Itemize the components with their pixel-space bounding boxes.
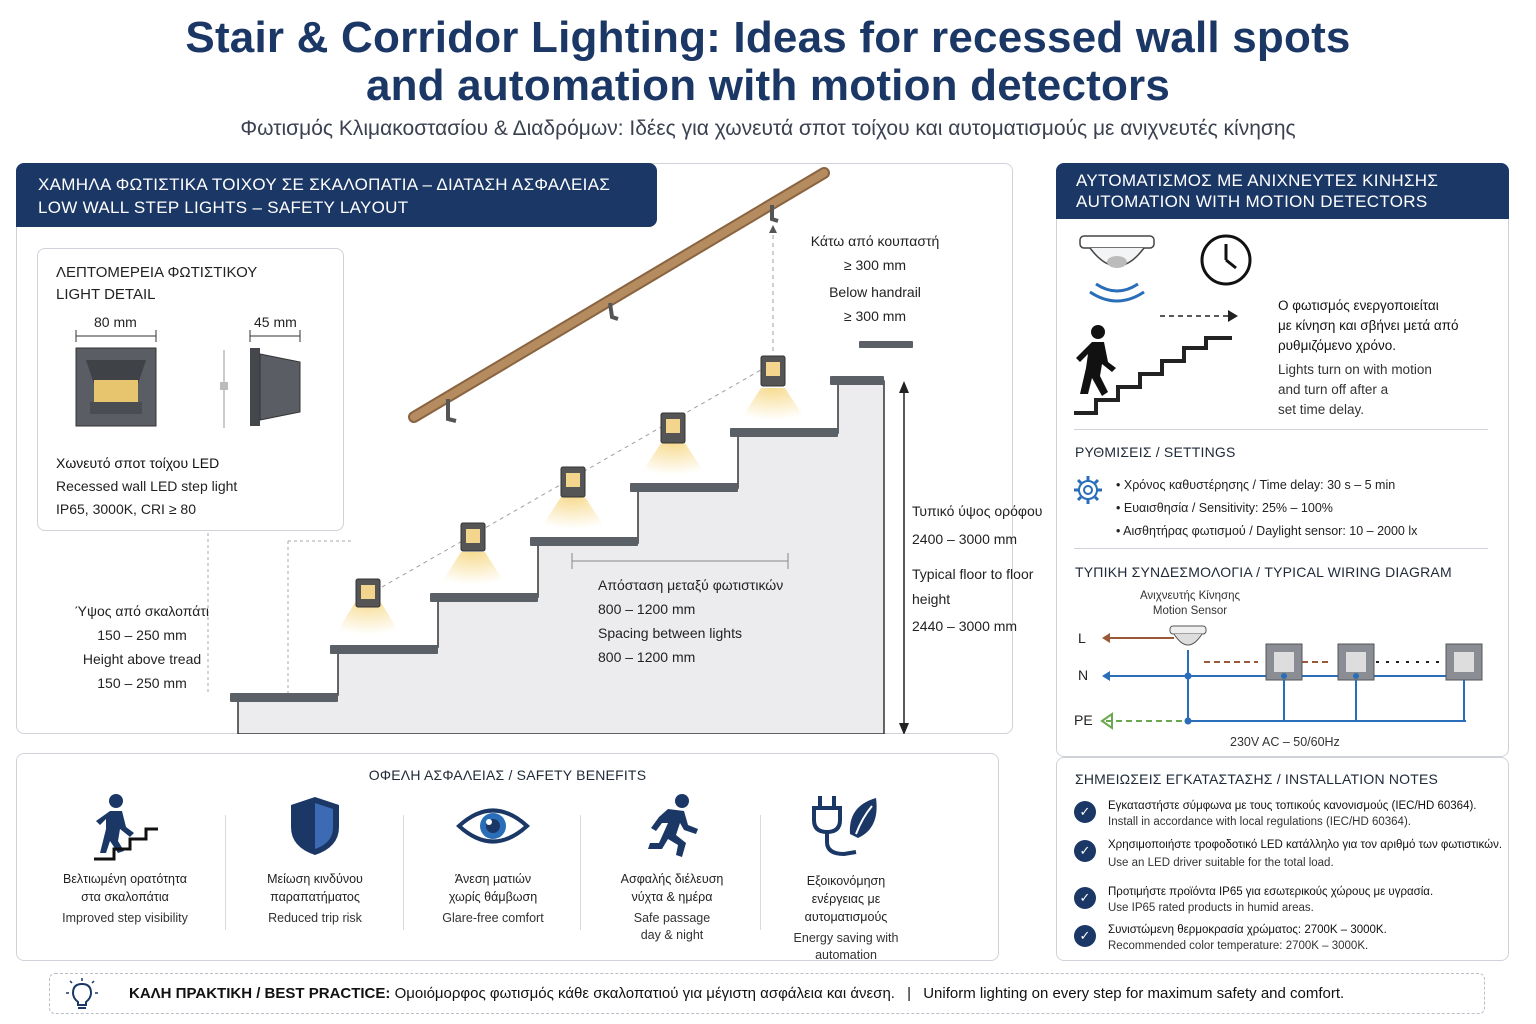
setting-gr: Ευαισθησία (1123, 501, 1189, 515)
benefit-separator (403, 815, 404, 930)
light-detail-title (56, 262, 257, 306)
settings-list (1116, 474, 1417, 543)
benefit-item (408, 790, 578, 927)
spacing-gr-value: 800 – 1200 mm (598, 601, 696, 617)
automation-description (1278, 296, 1459, 420)
benefit-en-2: day & night (640, 928, 704, 942)
clock-icon (1202, 236, 1250, 284)
height-above-tread-label (72, 599, 212, 695)
install-note (1074, 837, 1504, 871)
sensor-label-gr: Ανιχνευτής Κίνησης (1139, 590, 1241, 602)
supply-label: 230V AC – 50/60Hz (1230, 735, 1340, 749)
wiring-light-3 (1446, 644, 1482, 680)
below-handrail-en-value: ≥ 300 mm (843, 308, 907, 324)
page-title-line-1: Stair & Corridor Lighting: Ideas for recessed wall spots (185, 13, 1351, 62)
benefit-gr-2: νύχτα & ημέρα (631, 890, 713, 904)
floor-height-en-value: 2440 – 3000 mm (912, 618, 1018, 634)
benefit-item (40, 790, 210, 927)
install-notes-title: ΣΗΜΕΙΩΣΕΙΣ ΕΓΚΑΤΑΣΤΑΣΗΣ / INSTALLATION NOTES (1075, 771, 1439, 787)
benefits-title: ΟΦΕΛΗ ΑΣΦΑΛΕΙΑΣ / SAFETY BENEFITS (368, 767, 647, 783)
height-above-tread-gr: Ύψος από σκαλοπάτι (75, 603, 209, 619)
automation-desc-en-1: Lights turn on with motion (1278, 362, 1432, 377)
below-handrail-gr: Κάτω από κουπαστή (810, 233, 940, 249)
below-handrail-label (800, 229, 950, 328)
light-detail-title-en: LIGHT DETAIL (56, 286, 156, 303)
lightbulb-icon (66, 978, 98, 1010)
setting-gr: Αισθητήρας φωτισμού (1123, 524, 1246, 538)
benefit-item (760, 792, 932, 964)
install-note-gr: Χρησιμοποιήστε τροφοδοτικό LED κατάλληλο για τον αριθμό των φωτιστικών. (1108, 839, 1503, 851)
benefit-separator (580, 815, 581, 930)
height-above-tread-gr-value: 150 – 250 mm (97, 627, 187, 643)
floor-height-en-2: height (912, 591, 951, 607)
automation-heading-gr: ΑΥΤΟΜΑΤΙΣΜΟΣ ΜΕ ΑΝΙΧΝΕΥΤΕΣ ΚΙΝΗΣΗΣ (1076, 171, 1439, 190)
running-person-icon (587, 790, 757, 862)
best-practice-label: ΚΑΛΗ ΠΡΑΚΤΙΚΗ / BEST PRACTICE: (129, 985, 391, 1002)
best-practice-text (129, 985, 1344, 1002)
best-practice-en: Uniform lighting on every step for maximum safety and comfort. (923, 985, 1345, 1002)
width-dimension-label: 80 mm (94, 314, 137, 330)
install-note (1074, 884, 1504, 916)
stair-layout-heading-gr: ΧΑΜΗΛΑ ΦΩΤΙΣΤΙΚΑ ΤΟΙΧΟΥ ΣΕ ΣΚΑΛΟΠΑΤΙΑ – ΔΙΑΤΑΣΗ ΑΣΦΑΛΕΙΑΣ (38, 175, 611, 194)
automation-desc-en-2: and turn off after a (1278, 382, 1389, 397)
wiring-diagram (1090, 620, 1490, 730)
check-icon: ✓ (1074, 840, 1096, 862)
benefit-gr-1: Μείωση κινδύνου (267, 872, 363, 886)
plug-leaf-icon (760, 792, 932, 858)
setting-item: • Αισθητήρας φωτισμού / Daylight sensor: 10 – 2000 lx (1116, 524, 1418, 538)
floor-height-en-1: Typical floor to floor (912, 566, 1034, 582)
setting-en: / Time delay: 30 s – 5 min (1249, 478, 1396, 492)
automation-desc-gr-3: ρυθμιζόμενο χρόνο. (1278, 338, 1396, 353)
spacing-label (598, 573, 783, 669)
automation-desc-en-3: set time delay. (1278, 402, 1365, 417)
benefit-en-1: Safe passage (633, 911, 711, 925)
spacing-en-value: 800 – 1200 mm (598, 649, 696, 665)
light-spec: IP65, 3000K, CRI ≥ 80 (56, 501, 196, 517)
divider (1074, 548, 1488, 549)
automation-heading-en: AUTOMATION WITH MOTION DETECTORS (1076, 192, 1428, 211)
install-note (1074, 922, 1504, 954)
page-subtitle: Φωτισμός Κλιμακοστασίου & Διαδρόμων: Ιδέες για χωνευτά σποτ τοίχου και αυτοματισμούς με ανιχνευτές κίνησης (240, 117, 1296, 140)
benefit-gr-1: Βελτιωμένη ορατότητα (63, 872, 187, 886)
setting-en: / Daylight sensor: 10 – 2000 lx (1245, 524, 1418, 538)
light-detail-title-gr: ΛΕΠΤΟΜΕΡΕΙΑ ΦΩΤΙΣΤΙΚΟΥ (56, 264, 258, 281)
stair-layout-heading-en: LOW WALL STEP LIGHTS – SAFETY LAYOUT (38, 198, 409, 217)
settings-title: ΡΥΘΜΙΣΕΙΣ / SETTINGS (1075, 444, 1236, 460)
divider (1074, 429, 1488, 430)
wiring-sensor-icon (1170, 626, 1206, 645)
depth-dimension-label: 45 mm (254, 314, 297, 330)
benefit-gr-1: Εξοικονόμηση (806, 874, 886, 888)
best-practice-divider: | (907, 985, 912, 1002)
height-above-tread-en-value: 150 – 250 mm (97, 675, 187, 691)
spacing-en: Spacing between lights (598, 625, 742, 641)
sensor-label (1126, 589, 1254, 619)
benefit-item (230, 790, 400, 927)
install-note-en: Recommended color temperature: 2700K – 3000K. (1108, 940, 1369, 952)
benefit-en-1: Reduced trip risk (268, 911, 362, 925)
benefit-gr-1: Ασφαλής διέλευση (620, 872, 724, 886)
setting-item: • Χρόνος καθυστέρησης / Time delay: 30 s – 5 min (1116, 478, 1396, 492)
automation-desc-gr-2: με κίνηση και σβήνει μετά από (1278, 318, 1459, 333)
benefit-item (587, 790, 757, 944)
benefit-en-2: automation (815, 948, 877, 962)
walking-person-icon (1076, 325, 1116, 396)
benefit-en-1: Glare-free comfort (442, 911, 544, 925)
shield-icon (230, 790, 400, 862)
best-practice-gr: Ομοιόμορφος φωτισμός κάθε σκαλοπατιού για μέγιστη ασφάλεια και άνεση. (394, 985, 895, 1002)
install-note-gr: Συνιστώμενη θερμοκρασία χρώματος: 2700K – 3000K. (1108, 924, 1387, 936)
benefit-gr-2: στα σκαλοπάτια (81, 890, 169, 904)
floor-height-gr: Τυπικό ύψος ορόφου (912, 503, 1043, 519)
wire-n-label: N (1078, 667, 1089, 683)
setting-gr: Χρόνος καθυστέρησης (1123, 478, 1250, 492)
below-handrail-en: Below handrail (829, 284, 921, 300)
floor-height-label (912, 497, 1042, 640)
light-name-gr: Χωνευτό σποτ τοίχου LED (56, 455, 220, 471)
install-note-gr: Προτιμήστε προϊόντα IP65 για εσωτερικούς χώρους με υγρασία. (1108, 886, 1434, 898)
setting-en: / Sensitivity: 25% – 100% (1188, 501, 1333, 515)
gear-icon (1072, 474, 1104, 506)
install-note-en: Install in accordance with local regulations (IEC/HD 60364). (1108, 816, 1411, 828)
light-name (56, 452, 237, 521)
wire-pe-label: PE (1074, 712, 1093, 728)
install-note-gr: Εγκαταστήστε σύμφωνα με τους τοπικούς κανονισμούς (IEC/HD 60364). (1108, 800, 1477, 812)
motion-sensor-icon (1080, 236, 1154, 301)
install-note-en: Use IP65 rated products in humid areas. (1108, 902, 1314, 914)
check-icon: ✓ (1074, 801, 1096, 823)
setting-item: • Ευαισθησία / Sensitivity: 25% – 100% (1116, 501, 1333, 515)
timer-flow (1156, 232, 1266, 332)
below-handrail-gr-value: ≥ 300 mm (843, 257, 907, 273)
wiring-title: ΤΥΠΙΚΗ ΣΥΝΔΕΣΜΟΛΟΓΙΑ / TYPICAL WIRING DIAGRAM (1075, 564, 1452, 580)
benefit-separator (225, 815, 226, 930)
eye-icon (408, 790, 578, 862)
sensor-label-en: Motion Sensor (1152, 605, 1228, 617)
automation-heading (1056, 163, 1509, 219)
spacing-gr: Απόσταση μεταξύ φωτιστικών (598, 577, 784, 593)
light-detail-drawing (60, 330, 320, 440)
check-icon: ✓ (1074, 925, 1096, 947)
page-title-line-2: and automation with motion detectors (365, 61, 1171, 110)
height-above-tread-en: Height above tread (82, 651, 202, 667)
stair-walker-icon (40, 790, 210, 862)
floor-height-gr-value: 2400 – 3000 mm (912, 531, 1018, 547)
benefit-en-1: Improved step visibility (62, 911, 188, 925)
benefit-gr-2: χωρίς θάμβωση (448, 890, 538, 904)
check-icon: ✓ (1074, 887, 1096, 909)
install-note-en: Use an LED driver suitable for the total load. (1108, 857, 1334, 869)
benefit-gr-1: Άνεση ματιών (454, 872, 532, 886)
light-side-view (250, 348, 260, 426)
wire-l-label: L (1078, 630, 1086, 646)
automation-desc-gr-1: Ο φωτισμός ενεργοποιείται (1278, 298, 1439, 313)
install-note (1074, 798, 1504, 830)
benefit-gr-2: παραπατήματος (270, 890, 360, 904)
benefit-en-1: Energy saving with (793, 931, 899, 945)
benefit-gr-2: ενέργειας με αυτοματισμούς (804, 892, 888, 924)
light-name-en: Recessed wall LED step light (56, 478, 238, 494)
